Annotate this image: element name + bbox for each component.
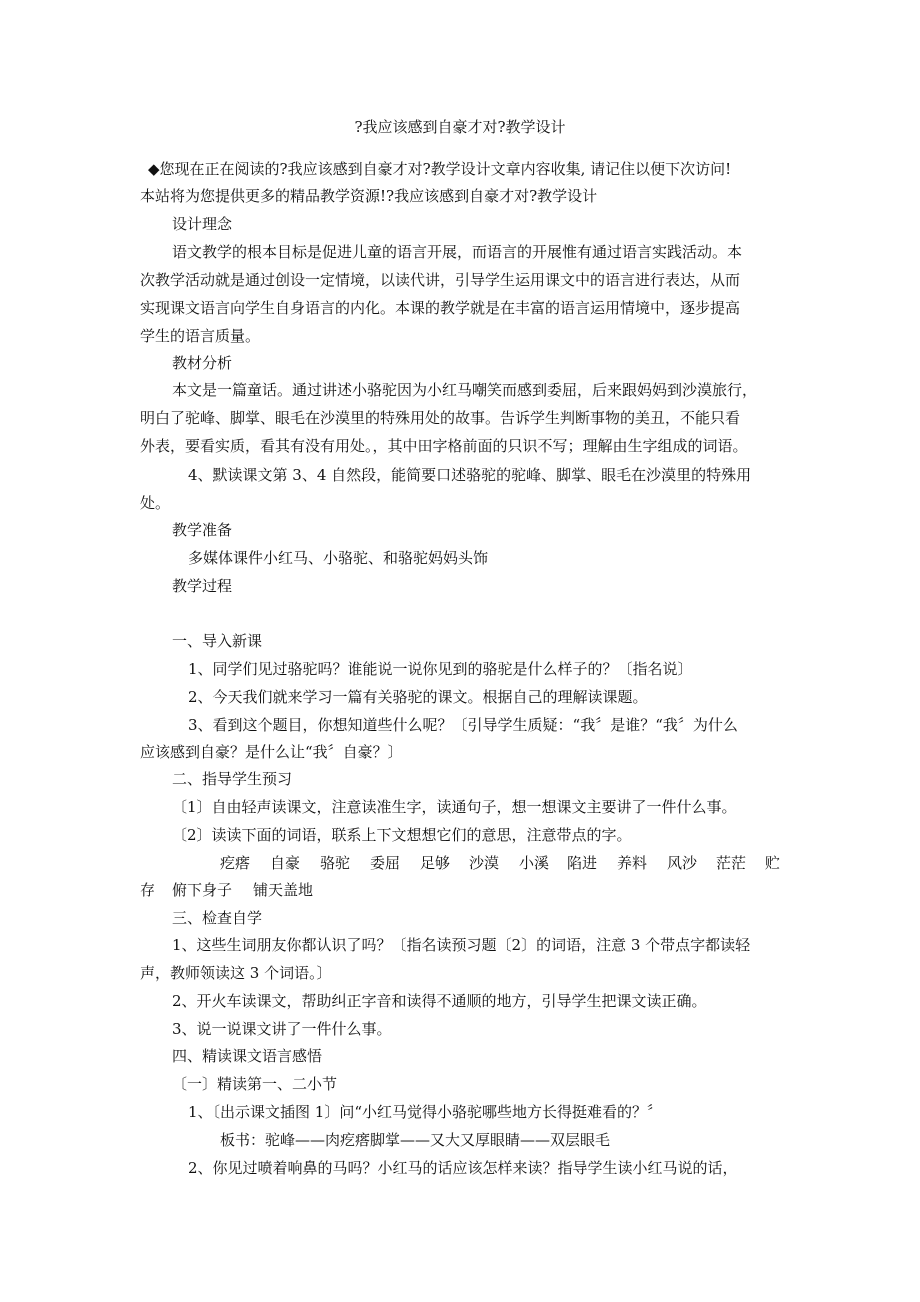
part3-item-3: 3、说一说课文讲了一件什么事。 bbox=[172, 1020, 392, 1038]
part4-subheading: 〔一〕精读第一、二小节 bbox=[172, 1075, 338, 1093]
vocab-word: 沙漠 bbox=[469, 854, 500, 872]
vocab-word: 骆驼 bbox=[320, 854, 351, 872]
vocab-word: 风沙 bbox=[667, 854, 698, 872]
vocab-word: 足够 bbox=[420, 854, 451, 872]
blackboard-note: 板书：驼峰——肉疙瘩脚掌——又大又厚眼睛——双层眼毛 bbox=[220, 1131, 611, 1149]
part3-item-1-line-1: 1、这些生词朋友你都认识了吗？〔指名读预习题〔2〕的词语，注意 3 个带点字都读轻 bbox=[172, 936, 751, 954]
design-para-line-3: 实现课文语言向学生自身语言的内化。本课的教学就是在丰富的语言运用情境中，逐步提高 bbox=[140, 299, 741, 317]
part4-item-1: 1、〔出示课文插图 1〕问“小红马觉得小骆驼哪些地方长得挺难看的？〞 bbox=[188, 1103, 663, 1121]
intro-line-1: ◆您现在正在阅读的?我应该感到自豪才对?教学设计文章内容收集, 请记住以便下次访问! bbox=[148, 160, 732, 178]
part2-item-2: 〔2〕读读下面的词语，联系上下文想想它们的意思，注意带点的字。 bbox=[172, 826, 632, 844]
part2-heading: 二、指导学生预习 bbox=[172, 770, 293, 788]
part4-heading: 四、精读课文语言感悟 bbox=[172, 1047, 323, 1065]
analysis-para-line-3: 外表，要看实质，看其有没有用处。，其中田字格前面的只识不写；理解由生字组成的词语。 bbox=[140, 437, 748, 455]
analysis-item-4-line-2: 处。 bbox=[140, 494, 171, 512]
document-title: ?我应该感到自豪才对?教学设计 bbox=[354, 118, 566, 136]
vocab-word: 陷进 bbox=[567, 854, 598, 872]
part3-heading: 三、检查自学 bbox=[172, 909, 263, 927]
part1-item-3-line-1: 3、看到这个题目，你想知道些什么呢？〔引导学生质疑：“我〞是谁？“我〞为什么 bbox=[188, 716, 738, 734]
vocab-word: 贮 bbox=[765, 854, 781, 872]
section-heading-process: 教学过程 bbox=[172, 577, 233, 595]
part1-item-1: 1、同学们见过骆驼吗？谁能说一说你见到的骆驼是什么样子的？〔指名说〕 bbox=[188, 660, 693, 678]
design-para-line-2: 次教学活动就是通过创设一定情境，以读代讲，引导学生运用课文中的语言进行表达，从而 bbox=[140, 271, 741, 289]
part3-item-2: 2、开火车读课文，帮助纠正字音和读得不通顺的地方，引导学生把课文读正确。 bbox=[172, 992, 707, 1010]
analysis-para-line-2: 明白了驼峰、脚掌、眼毛在沙漠里的特殊用处的故事。告诉学生判断事物的美丑，不能只看 bbox=[140, 409, 741, 427]
part1-heading: 一、导入新课 bbox=[172, 632, 263, 650]
part2-item-1: 〔1〕自由轻声读课文，注意读准生字，读通句子，想一想课文主要讲了一件什么事。 bbox=[172, 798, 737, 816]
prep-text: 多媒体课件小红马、小骆驼、和骆驼妈妈头饰 bbox=[188, 549, 489, 567]
vocab-word: 委屈 bbox=[370, 854, 401, 872]
vocab-word: 铺天盖地 bbox=[253, 881, 314, 899]
section-heading-prep: 教学准备 bbox=[172, 521, 233, 539]
part1-item-3-line-2: 应该感到自豪？是什么让“我〞自豪？〕 bbox=[140, 743, 403, 761]
vocab-word: 自豪 bbox=[270, 854, 301, 872]
design-para-line-1: 语文教学的根本目标是促进儿童的语言开展，而语言的开展惟有通过语言实践活动。本 bbox=[172, 243, 743, 261]
analysis-para-line-1: 本文是一篇童话。通过讲述小骆驼因为小红马嘲笑而感到委屈，后来跟妈妈到沙漠旅行， bbox=[172, 381, 758, 399]
vocab-word: 疙瘩 bbox=[220, 854, 251, 872]
section-heading-analysis: 教材分析 bbox=[172, 354, 233, 372]
analysis-item-4-line-1: 4、默读课文第 3、4 自然段，能简要口述骆驼的驼峰、脚掌、眼毛在沙漠里的特殊用 bbox=[188, 466, 752, 484]
part3-item-1-line-2: 声，教师领读这 3 个词语。〕 bbox=[140, 964, 332, 982]
section-heading-design: 设计理念 bbox=[172, 215, 233, 233]
design-para-line-4: 学生的语言质量。 bbox=[140, 327, 261, 345]
vocab-word: 俯下身子 bbox=[172, 881, 233, 899]
vocab-word: 茫茫 bbox=[716, 854, 747, 872]
vocab-word: 小溪 bbox=[519, 854, 550, 872]
vocab-word: 存 bbox=[140, 881, 156, 899]
vocab-word: 养料 bbox=[617, 854, 648, 872]
intro-line-2: 本站将为您提供更多的精品教学资源!?我应该感到自豪才对?教学设计 bbox=[140, 187, 598, 205]
part4-item-2: 2、你见过喷着响鼻的马吗？小红马的话应该怎样来读？指导学生读小红马说的话， bbox=[188, 1159, 738, 1177]
part1-item-2: 2、今天我们就来学习一篇有关骆驼的课文。根据自己的理解读课题。 bbox=[188, 688, 648, 706]
